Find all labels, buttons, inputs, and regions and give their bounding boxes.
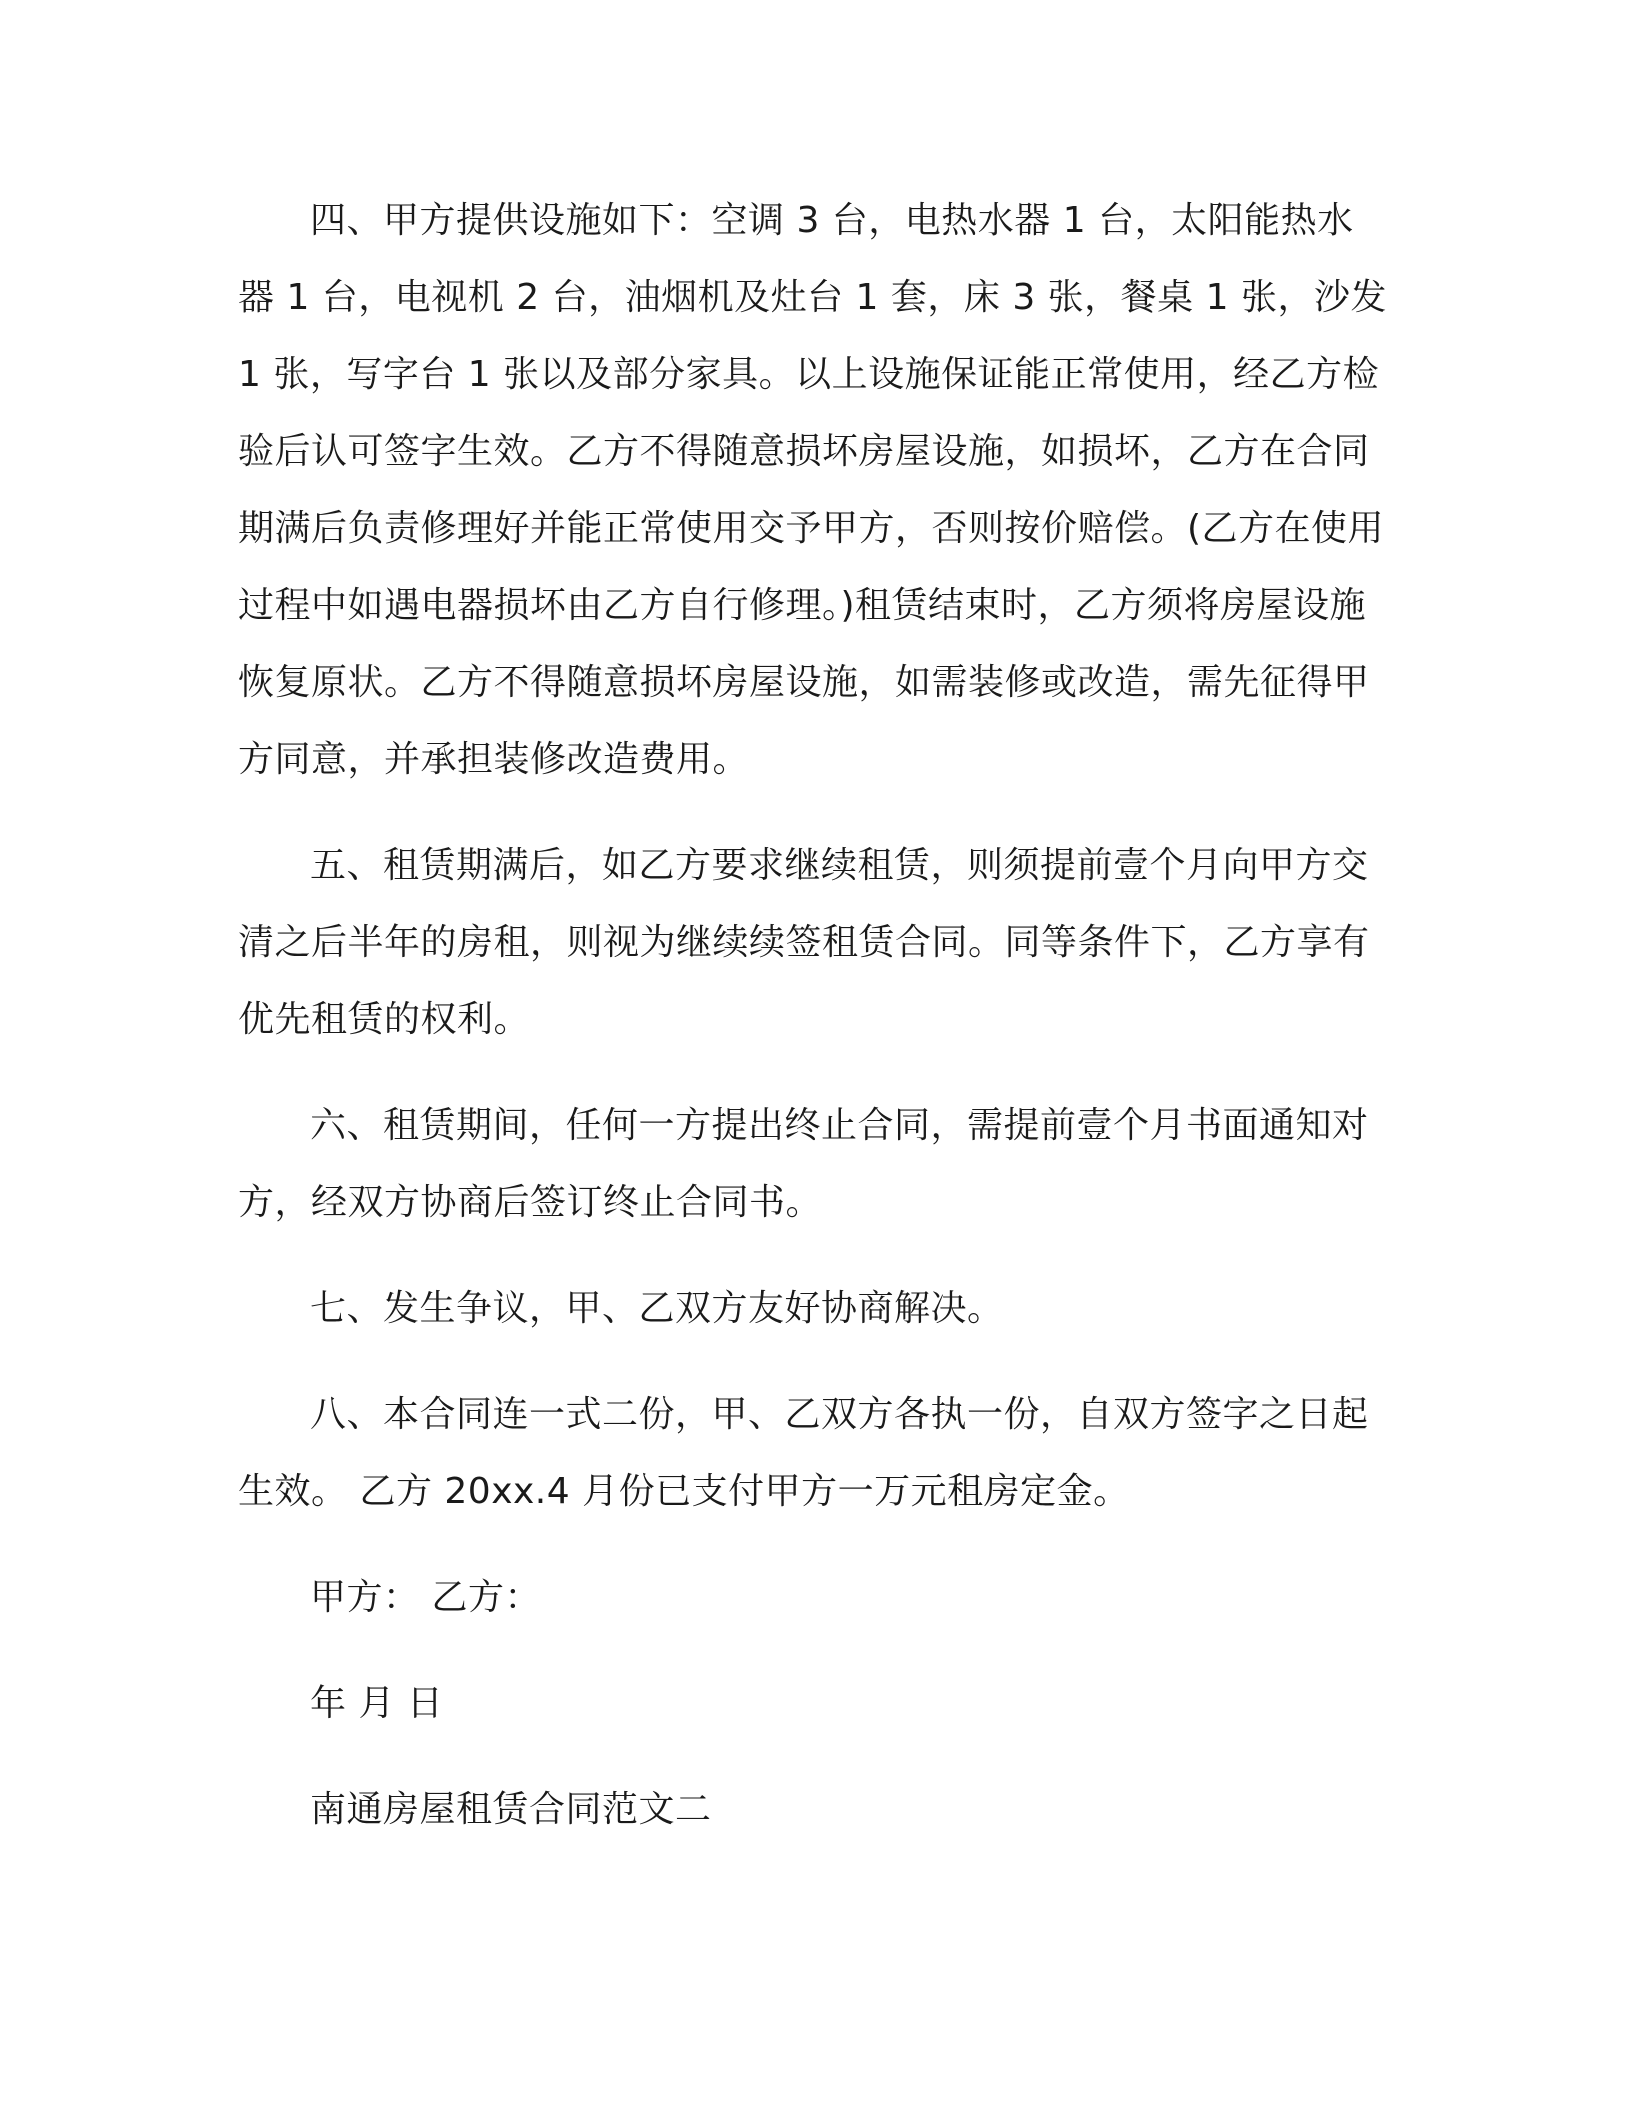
clause-six-termination: 六、租赁期间，任何一方提出终止合同，需提前壹个月书面通知对方，经双方协商后签订终止合同书。: [238, 1105, 1369, 1223]
clause-eight-copies: 八、本合同连一式二份，甲、乙双方各执一份，自双方签字之日起生效。 乙方 20xx.4 月份已支付甲方一万元租房定金。: [238, 1394, 1369, 1512]
clause-five-renewal: 五、租赁期满后，如乙方要求继续租赁，则须提前壹个月向甲方交清之后半年的房租，则视为继续续签租赁合同。同等条件下，乙方享有优先租赁的权利。: [238, 845, 1370, 1040]
document-body: [238, 182, 1388, 1848]
clause-seven-dispute: 七、发生争议，甲、乙双方友好协商解决。: [310, 1288, 1004, 1329]
next-section-title: 南通房屋租赁合同范文二: [310, 1789, 712, 1830]
clause-four-facilities: 四、甲方提供设施如下：空调 3 台，电热水器 1 台，太阳能热水器 1 台，电视机 2 台，油烟机及灶台 1 套，床 3 张，餐桌 1 张，沙发 1 张，写字台 1 张以及部分家具。以上设施保证能正常使用，经乙方检验后认可签字生效。乙方不得随意损坏房屋设施，如损坏，乙方在合同期满后负责修理好并能正常使用交予甲方，否则按价赔偿。(乙方在使用过程中如遇电器损坏由乙方自行修理。)租赁结束时，乙方须将房屋设施恢复原状。乙方不得随意损坏房屋设施，如需装修或改造，需先征得甲方同意，并承担装修改造费用。: [238, 200, 1387, 780]
signature-date: 年 月 日: [310, 1683, 444, 1724]
signature-parties: 甲方： 乙方：: [310, 1577, 541, 1618]
